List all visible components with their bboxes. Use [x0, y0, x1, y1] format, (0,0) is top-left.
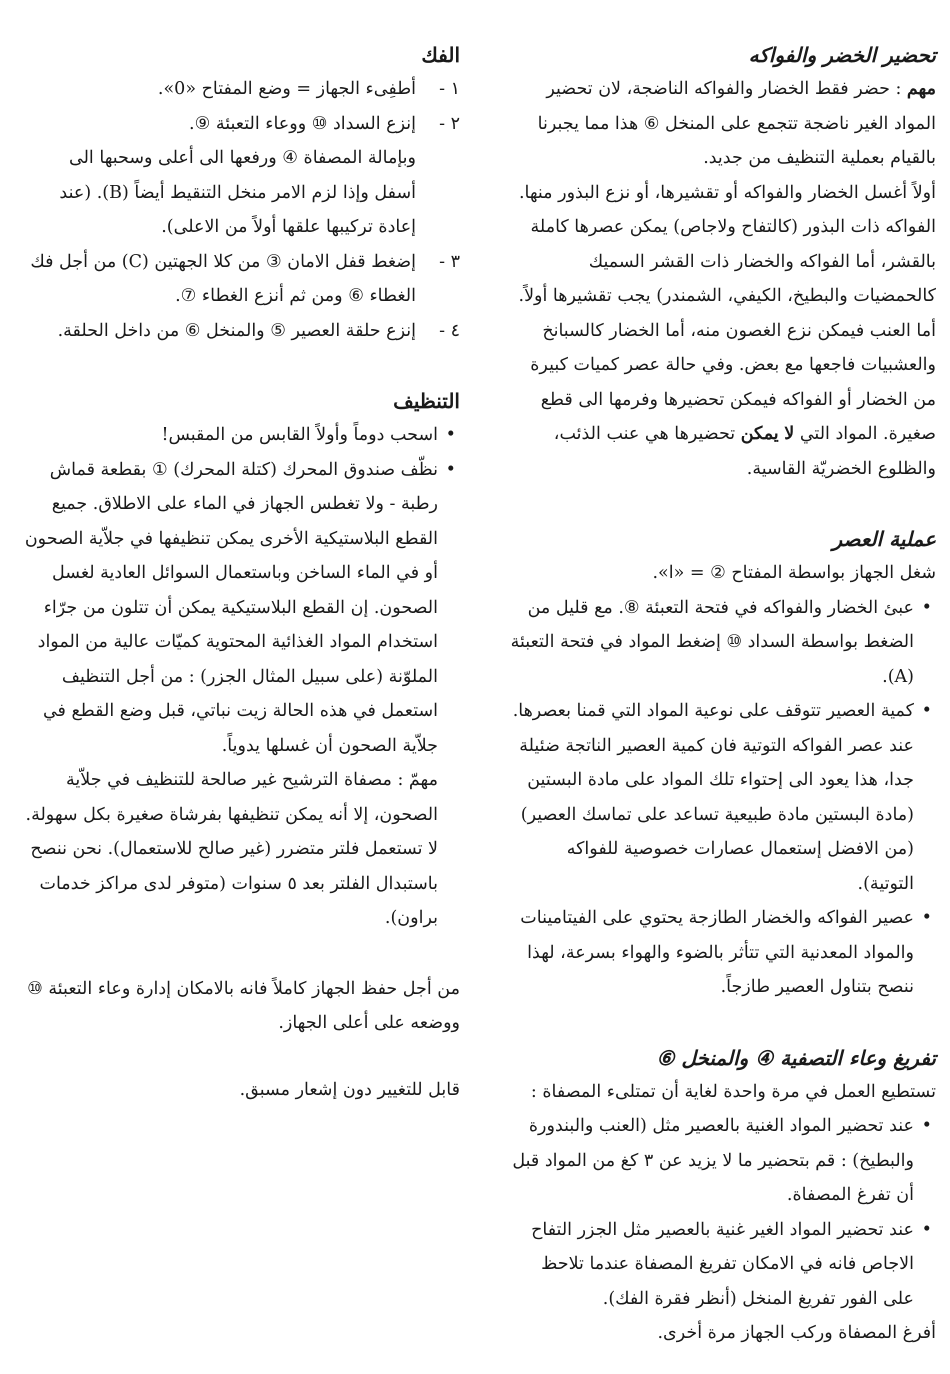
- juicing-title: عملية العصر: [832, 527, 936, 551]
- step-number: ٣ -: [439, 251, 460, 272]
- list-item-text: عند تحضير المواد الغنية بالعصير مثل (العنب والبندورة والبطيخ) : قم بتحضير ما لا يزيد عن ٣ كغ من المواد قبل أن تفرغ المصفاة.: [512, 1116, 914, 1205]
- bullet-icon: •: [921, 908, 932, 928]
- preparation-text-end: تحضيرها هي عنب الذئب، والظلوع الخضريّة القاسية.: [553, 424, 936, 479]
- list-item-text: عبئ الخضار والفواكه في فتحة التعبئة ⑧. مع قليل من الضغط بواسطة السداد ⑩ إضغط المواد في فتحة التعبئة (A).: [510, 597, 914, 687]
- list-item: [22, 453, 460, 764]
- list-item-text: عصير الفواكه والخضار الطازجة يحتوي على الفيتامينات والمواد المعدنية التي تتأثر بالضوء والهواء بسرعة، لهذا ننصح بتناول العصير طازجاً.: [520, 908, 914, 997]
- list-item-text: نظّف صندوق المحرك (كتلة المحرك) ① بقطعة قماش رطبة - ولا تغطس الجهاز في الماء على الاطلاق. جميع القطع البلاستيكية الأخرى يمكن تنظيفها في جلاّية الصحون أو في الماء الساخن وباستعمال السوائل العادية لغسل الصحون. إن القطع البلاستيكية يمكن أن تتلون من جرّاء استخدام المواد الغذائية المحتوية كميّات عالية من المواد الملوّنة (على سبيل المثال الجزر) : من أجل التنظيف استعمل في هذه الحالة زيت نباتي، قبل وضع القطع في جلاّية الصحون أن غسلها يدوياً.: [24, 459, 438, 756]
- right-column: [506, 38, 936, 1351]
- important-label: مهم: [906, 79, 936, 99]
- step-text: أطفِىء الجهاز = وضع المفتاح «0».: [157, 79, 416, 99]
- important-text: : حضر فقط الخضار والفواكه الناضجة، لان تحضير المواد الغير ناضجة تتجمع على المنخل ⑥ هذا مما يجبرنا بالقيام بعملية التنظيف من جديد.: [537, 79, 936, 168]
- emptying-outro: أفرغ المصفاة وركب الجهاز مرة أخرى.: [657, 1323, 936, 1343]
- emptying-intro: تستطيع العمل في مرة واحدة لغاية أن تمتلىء المصفاة :: [530, 1081, 936, 1102]
- list-item: [506, 901, 936, 1005]
- preparation-important: [506, 72, 936, 176]
- list-item: [506, 694, 936, 901]
- left-column: [22, 38, 460, 1107]
- step-number: ٢ -: [439, 113, 460, 134]
- bullet-icon: •: [921, 1219, 932, 1240]
- disassembly-steps: [22, 72, 460, 141]
- preparation-text: أولاً أغسل الخضار والفواكه أو تقشيرها، أو نزع البذور منها. الفواكه ذات البذور (كالتفاح ولاجاص) يمكن عصرها كاملة بالقشر، أما الفواكه والخضار ذات القشر السميك كالحمضيات والبطيخ، الكيفي، الشمندر) يجب تقشيرها أولاً. أما العنب فيمكن نزع الغصون منه، أما الخضار كالسبانخ والعشبيات فاجعها مع بعض. وفي حالة عصر كميات كبيرة من الخضار أو الفواكه فيمكن تحضيرها وفرمها الى قطع صغيرة. المواد التي: [518, 182, 936, 444]
- list-item: [22, 418, 460, 453]
- list-item-text: عند تحضير المواد الغير غنية بالعصير مثل الجزر التفاح الاجاص فانه في الامكان تفريغ المصفاة عندما تلاحظ على الفور تفريغ المنخل (أنظر فقرة الفك).: [531, 1219, 914, 1309]
- disassembly-title: الفك: [421, 43, 460, 67]
- bullet-icon: •: [445, 459, 456, 480]
- disclaimer: قابل للتغيير دون إشعار مسبق.: [239, 1079, 460, 1100]
- emptying-title: تفريغ وعاء التصفية ④ والمنخل ⑥: [656, 1045, 936, 1070]
- bullet-icon: •: [445, 425, 456, 445]
- step-text: إنزع السداد ⑩ ووعاء التعبئة ⑨.: [189, 113, 416, 134]
- step-number: ٤ -: [439, 320, 460, 341]
- bullet-icon: •: [921, 701, 932, 721]
- storage-note: من أجل حفظ الجهاز كاملاً فانه بالامكان إدارة وعاء التعبئة ⑩ ووضعه على أعلى الجهاز.: [27, 978, 460, 1033]
- step-item: [22, 314, 460, 349]
- juicing-list: [506, 591, 936, 1005]
- cleaning-note: مهمّ : مصفاة الترشيح غير صالحة للتنظيف في جلاّية الصحون، إلا أنه يمكن تنظيفها بفرشاة صغيرة بكل سهولة. لا تستعمل فلتر متضرر (غير صالح للاستعمال). نحن ننصح باستبدال الفلتر بعد ٥ سنوات (متوفر لدى مراكز خدمات براون).: [25, 770, 438, 928]
- step-text: إنزع حلقة العصير ⑤ والمنخل ⑥ من داخل الحلقة.: [57, 320, 416, 341]
- emptying-list: [506, 1109, 936, 1316]
- cleaning-list: [22, 418, 460, 763]
- step-item: [22, 245, 460, 314]
- juicing-intro: شغل الجهاز بواسطة المفتاح ② = «ا».: [652, 563, 936, 583]
- step-text: إضغط قفل الامان ③ من كلا الجهتين (C) من أجل فك الغطاء ⑥ ومن ثم أنزع الغطاء ⑦.: [30, 251, 416, 306]
- list-item-text: اسحب دوماً وأولاً القابس من المقبس!: [161, 425, 438, 445]
- step2-continued: وبإمالة المصفاة ④ ورفعها الى أعلى وسحبها الى أسفل وإذا لزم الامر منخل التنقيط أيضاً (B). (عند إعادة تركيبها علقها أولاً من الاعلى).: [59, 148, 416, 237]
- not-bold-1: لا: [784, 424, 795, 444]
- disassembly-steps-b: [22, 245, 460, 349]
- list-item-text: كمية العصير تتوقف على نوعية المواد التي قمنا بعصرها. عند عصر الفواكه التوتية فان كمية العصير الناتجة ضئيلة جدا، هذا يعود الى إحتواء تلك المواد على مادة البستين (مادة البستين مادة طبيعية تساعد على تماسك العصير) (من الافضل إستعمال عصارات خصوصية للفواكه التوتية).: [512, 701, 914, 894]
- list-item: [506, 1109, 936, 1213]
- list-item: [506, 591, 936, 695]
- cleaning-title: التنظيف: [393, 389, 460, 413]
- step-number: ١ -: [439, 79, 460, 99]
- step-item: [22, 107, 460, 142]
- preparation-title: تحضير الخضر والفواكه: [748, 43, 936, 67]
- bullet-icon: •: [921, 1116, 932, 1136]
- preparation-paragraph: [506, 176, 936, 487]
- bullet-icon: •: [921, 597, 932, 618]
- step-item: [22, 72, 460, 107]
- list-item: [506, 1213, 936, 1317]
- not-bold-2: يمكن: [740, 424, 779, 444]
